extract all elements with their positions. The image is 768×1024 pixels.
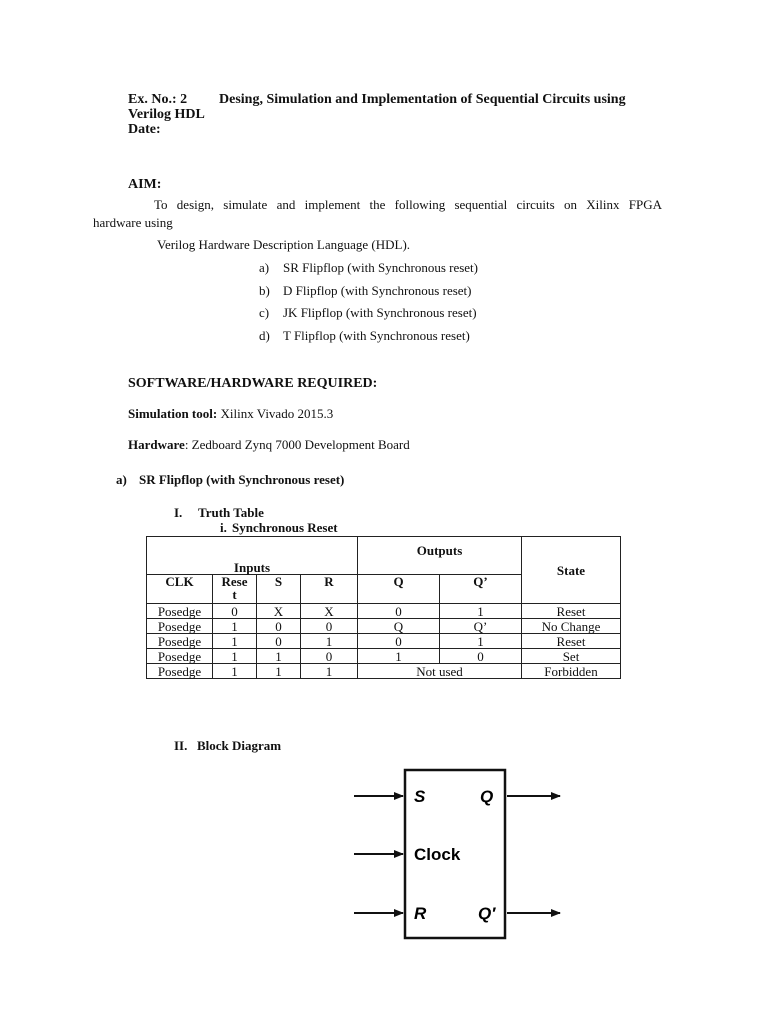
table-cell: 1	[440, 604, 522, 619]
table-cell: Set	[522, 649, 621, 664]
exercise-title: Desing, Simulation and Implementation of Sequential Circuits using	[219, 92, 626, 107]
aim-item-marker: c)	[259, 305, 270, 320]
aim-heading: AIM:	[128, 177, 162, 192]
table-cell: Posedge	[147, 634, 213, 649]
simulation-tool-value: Xilinx Vivado 2015.3	[217, 406, 334, 421]
table-cell: No Change	[522, 619, 621, 634]
column-header: Q’	[440, 575, 522, 604]
table-cell: 0	[358, 604, 440, 619]
table-row	[147, 649, 621, 664]
hardware-label: Hardware	[128, 437, 185, 452]
sub-heading: Synchronous Reset	[232, 520, 338, 535]
table-cell: X	[301, 604, 358, 619]
aim-item-marker: b)	[259, 283, 270, 298]
table-cell: 1	[301, 664, 358, 679]
clock-input-label: Clock	[414, 845, 461, 864]
table-row	[147, 619, 621, 634]
exercise-number: Ex. No.: 2	[128, 92, 188, 107]
aim-item-marker: a)	[259, 260, 270, 275]
requirements-heading: SOFTWARE/HARDWARE REQUIRED:	[128, 376, 378, 391]
qbar-output-label: Q′	[478, 904, 496, 923]
column-header: Rese t	[213, 575, 257, 604]
truth-table	[146, 536, 621, 679]
table-row	[147, 664, 621, 679]
inputs-group-header: Inputs	[147, 537, 358, 575]
table-cell: 0	[358, 634, 440, 649]
table-cell: 1	[213, 649, 257, 664]
date-label: Date:	[128, 122, 161, 137]
aim-item-text: T Flipflop (with Synchronous reset)	[283, 328, 470, 343]
simulation-tool	[128, 406, 333, 421]
section-a-marker: a)	[116, 472, 127, 487]
state-header: State	[522, 537, 621, 604]
sub-heading-marker: i.	[220, 520, 227, 535]
truth-table-marker: I.	[174, 505, 183, 520]
table-cell: 1	[257, 664, 301, 679]
block-diagram-heading: Block Diagram	[197, 738, 282, 753]
column-header: R	[301, 575, 358, 604]
aim-line-3: Verilog Hardware Description Language (HDL).	[157, 237, 411, 252]
r-input-label: R	[414, 904, 427, 923]
aim-line-1: To design, simulate and implement the following sequential circuits on Xilinx FPGA	[154, 197, 662, 212]
table-cell: 0	[257, 619, 301, 634]
table-cell: Q’	[440, 619, 522, 634]
table-cell: 1	[358, 649, 440, 664]
truth-table-heading: Truth Table	[198, 505, 264, 520]
outputs-group-header: Outputs	[358, 537, 522, 575]
table-cell: Posedge	[147, 664, 213, 679]
table-cell: 1	[213, 664, 257, 679]
table-cell: Posedge	[147, 649, 213, 664]
aim-item-text: D Flipflop (with Synchronous reset)	[283, 283, 472, 298]
table-cell: X	[257, 604, 301, 619]
table-cell: Reset	[522, 634, 621, 649]
table-cell: 0	[301, 649, 358, 664]
hardware	[128, 437, 410, 452]
table-cell: 0	[257, 634, 301, 649]
column-header: Q	[358, 575, 440, 604]
table-row	[147, 634, 621, 649]
exercise-title-cont: Verilog HDL	[128, 107, 205, 122]
table-cell: Posedge	[147, 619, 213, 634]
aim-item-text: SR Flipflop (with Synchronous reset)	[283, 260, 478, 275]
aim-item-text: JK Flipflop (with Synchronous reset)	[283, 305, 477, 320]
sr-flipflop-block-diagram	[348, 758, 574, 950]
table-cell: Q	[358, 619, 440, 634]
q-output-label: Q	[480, 787, 494, 806]
table-cell: Forbidden	[522, 664, 621, 679]
table-cell: 0	[213, 604, 257, 619]
section-a-title: SR Flipflop (with Synchronous reset)	[139, 472, 345, 487]
hardware-value: : Zedboard Zynq 7000 Development Board	[184, 437, 410, 452]
table-cell: Posedge	[147, 604, 213, 619]
aim-line-2: hardware using	[93, 215, 173, 230]
aim-item-marker: d)	[259, 328, 270, 343]
table-cell-merged: Not used	[358, 664, 522, 679]
column-header: S	[257, 575, 301, 604]
table-cell: 1	[213, 634, 257, 649]
block-diagram-marker: II.	[174, 738, 188, 753]
table-row	[147, 604, 621, 619]
table-cell: 1	[257, 649, 301, 664]
table-cell: Reset	[522, 604, 621, 619]
table-cell: 0	[440, 649, 522, 664]
simulation-tool-label: Simulation tool:	[128, 406, 218, 421]
s-input-label: S	[414, 787, 426, 806]
table-cell: 1	[213, 619, 257, 634]
table-cell: 0	[301, 619, 358, 634]
table-cell: 1	[440, 634, 522, 649]
column-header: CLK	[147, 575, 213, 604]
table-cell: 1	[301, 634, 358, 649]
